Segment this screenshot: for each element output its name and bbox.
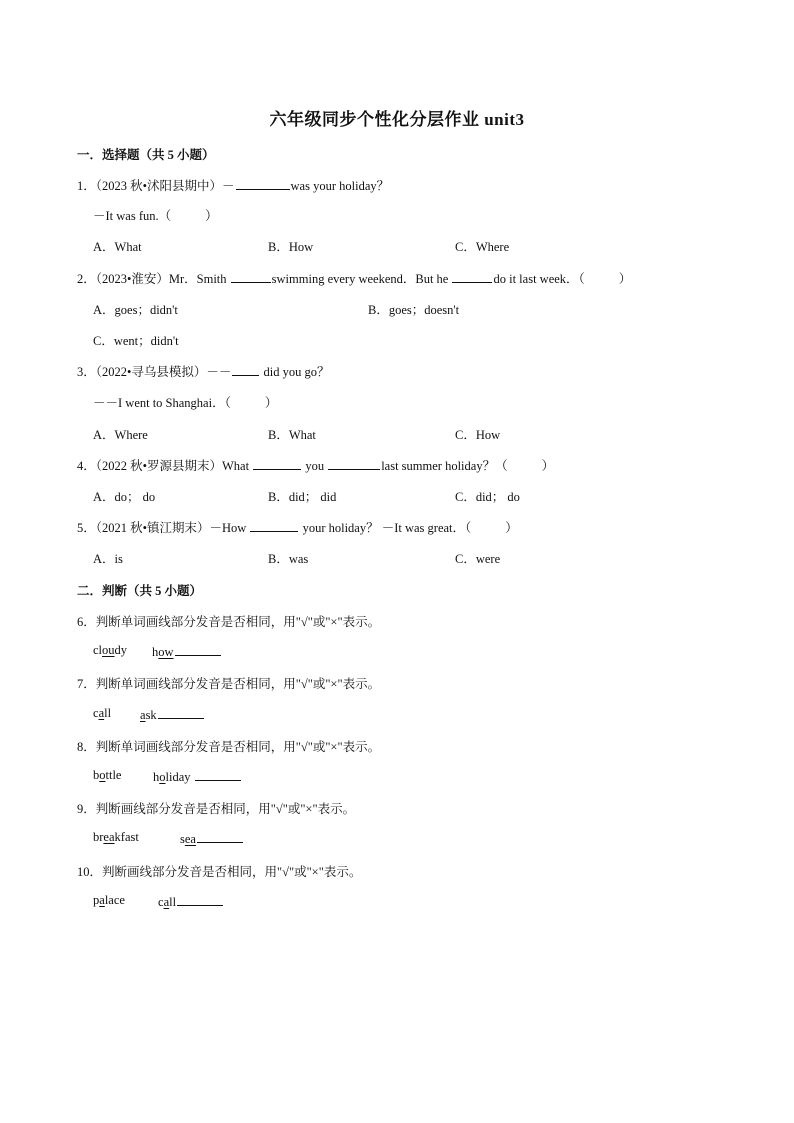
question-3 (77, 362, 330, 380)
underlined-part: ou (102, 643, 115, 657)
question-8: 8．判断单词画线部分发音是否相同，用"√"或"×"表示。 (77, 740, 381, 754)
underlined-part: ea (184, 832, 196, 846)
paren-close: ） (618, 272, 632, 286)
word-part: c (158, 895, 164, 909)
question-1 (77, 176, 389, 194)
question-2-middle: swimming every weekend．But he (271, 272, 449, 286)
answer-blank[interactable] (236, 177, 290, 190)
word-2 (140, 706, 205, 723)
underlined-part: ea (103, 830, 115, 844)
word-part: b (93, 768, 100, 782)
question-3-reply (93, 393, 277, 411)
paren-close: ） (505, 521, 518, 535)
underlined-part: a (98, 706, 105, 720)
section-heading-choice: 一．选择题（共 5 小题） (77, 148, 215, 162)
underlined-part: o (159, 770, 166, 784)
question-5 (77, 518, 518, 536)
option-b[interactable]: B．was (268, 552, 309, 566)
question-4-suffix: last summer holiday？（ (381, 459, 508, 473)
word-part: lace (104, 893, 125, 907)
word-2 (180, 830, 244, 847)
option-b[interactable]: B．How (268, 240, 314, 254)
word-part: br (93, 830, 104, 844)
answer-blank[interactable] (328, 457, 380, 470)
question-5-prefix: 5．（2021 秋•镇江期末）－How (77, 521, 247, 535)
paren-close: ） (541, 459, 555, 473)
question-4-middle: you (305, 459, 325, 473)
answer-blank[interactable] (158, 706, 204, 719)
question-1-reply-text: －It was fun.（ (93, 209, 172, 223)
page-title: 六年级同步个性化分层作业 unit3 (269, 110, 525, 129)
question-7: 7．判断单词画线部分发音是否相同，用"√"或"×"表示。 (77, 677, 381, 691)
answer-blank[interactable] (197, 830, 243, 843)
question-10: 10．判断画线部分发音是否相同，用"√"或"×"表示。 (77, 865, 362, 879)
answer-blank[interactable] (195, 768, 241, 781)
underlined-part: ow (158, 645, 174, 659)
option-a[interactable]: A．do； do (93, 490, 156, 504)
word-2 (152, 643, 222, 660)
word-part: kfast (114, 830, 139, 844)
option-c[interactable]: C．were (455, 552, 501, 566)
word-1 (93, 768, 121, 783)
question-3-suffix: did you go？ (263, 365, 330, 379)
question-2 (77, 269, 631, 287)
question-1-reply (93, 206, 218, 224)
answer-blank[interactable] (175, 643, 221, 656)
question-9: 9．判断画线部分发音是否相同，用"√"或"×"表示。 (77, 802, 356, 816)
option-a[interactable]: A．What (93, 240, 142, 254)
answer-blank[interactable] (231, 270, 271, 283)
paren-close: ） (205, 209, 218, 223)
option-c[interactable]: C．did； do (455, 490, 520, 504)
option-b[interactable]: B．did； did (268, 490, 337, 504)
answer-blank[interactable] (250, 519, 298, 532)
underlined-part: a (140, 708, 146, 722)
answer-blank[interactable] (177, 893, 223, 906)
question-1-suffix: was your holiday？ (290, 179, 390, 193)
word-part: ttle (105, 768, 122, 782)
question-4 (77, 456, 554, 474)
word-2 (153, 768, 242, 785)
word-part: h (152, 645, 159, 659)
word-part: h (153, 770, 160, 784)
word-part: ll (169, 895, 177, 909)
paren-close: ） (264, 396, 278, 410)
word-part: liday (165, 770, 191, 784)
question-3-reply-text: －－I went to Shanghai．（ (93, 396, 231, 410)
option-c[interactable]: C．How (455, 428, 501, 442)
underlined-part: a (99, 893, 105, 907)
option-a[interactable]: A．goes；didn't (93, 303, 178, 317)
option-c[interactable]: C．went；didn't (93, 334, 179, 348)
answer-blank[interactable] (452, 270, 492, 283)
word-part: ll (104, 706, 112, 720)
underlined-part: a (163, 895, 170, 909)
section-heading-judge: 二．判断（共 5 小题） (77, 584, 203, 598)
word-part: cl (93, 643, 103, 657)
word-2 (158, 893, 224, 910)
question-2-prefix: 2．（2023•淮安）Mr．Smith (77, 272, 227, 286)
word-part: dy (114, 643, 128, 657)
question-5-suffix: your holiday？ －It was great．（ (302, 521, 472, 535)
question-6: 6．判断单词画线部分发音是否相同，用"√"或"×"表示。 (77, 615, 381, 629)
question-4-prefix: 4．（2022 秋•罗源县期末）What (77, 459, 250, 473)
option-b[interactable]: B．What (268, 428, 316, 442)
word-part: p (93, 893, 100, 907)
answer-blank[interactable] (253, 457, 301, 470)
word-part: sk (145, 708, 157, 722)
answer-blank[interactable] (232, 363, 259, 376)
question-1-prefix: 1．（2023 秋•沭阳县期中）－ (77, 179, 235, 193)
option-a[interactable]: A．is (93, 552, 123, 566)
option-c[interactable]: C．Where (455, 240, 510, 254)
word-part: s (180, 832, 185, 846)
word-1 (93, 643, 127, 658)
word-1 (93, 706, 111, 721)
word-1 (93, 893, 125, 908)
question-3-prefix: 3．（2022•寻乌县模拟）－－ (77, 365, 232, 379)
underlined-part: o (99, 768, 106, 782)
option-b[interactable]: B．goes；doesn't (368, 303, 460, 317)
word-1 (93, 830, 139, 845)
question-2-suffix: do it last week．（ (493, 272, 585, 286)
option-a[interactable]: A．Where (93, 428, 148, 442)
word-part: c (93, 706, 99, 720)
